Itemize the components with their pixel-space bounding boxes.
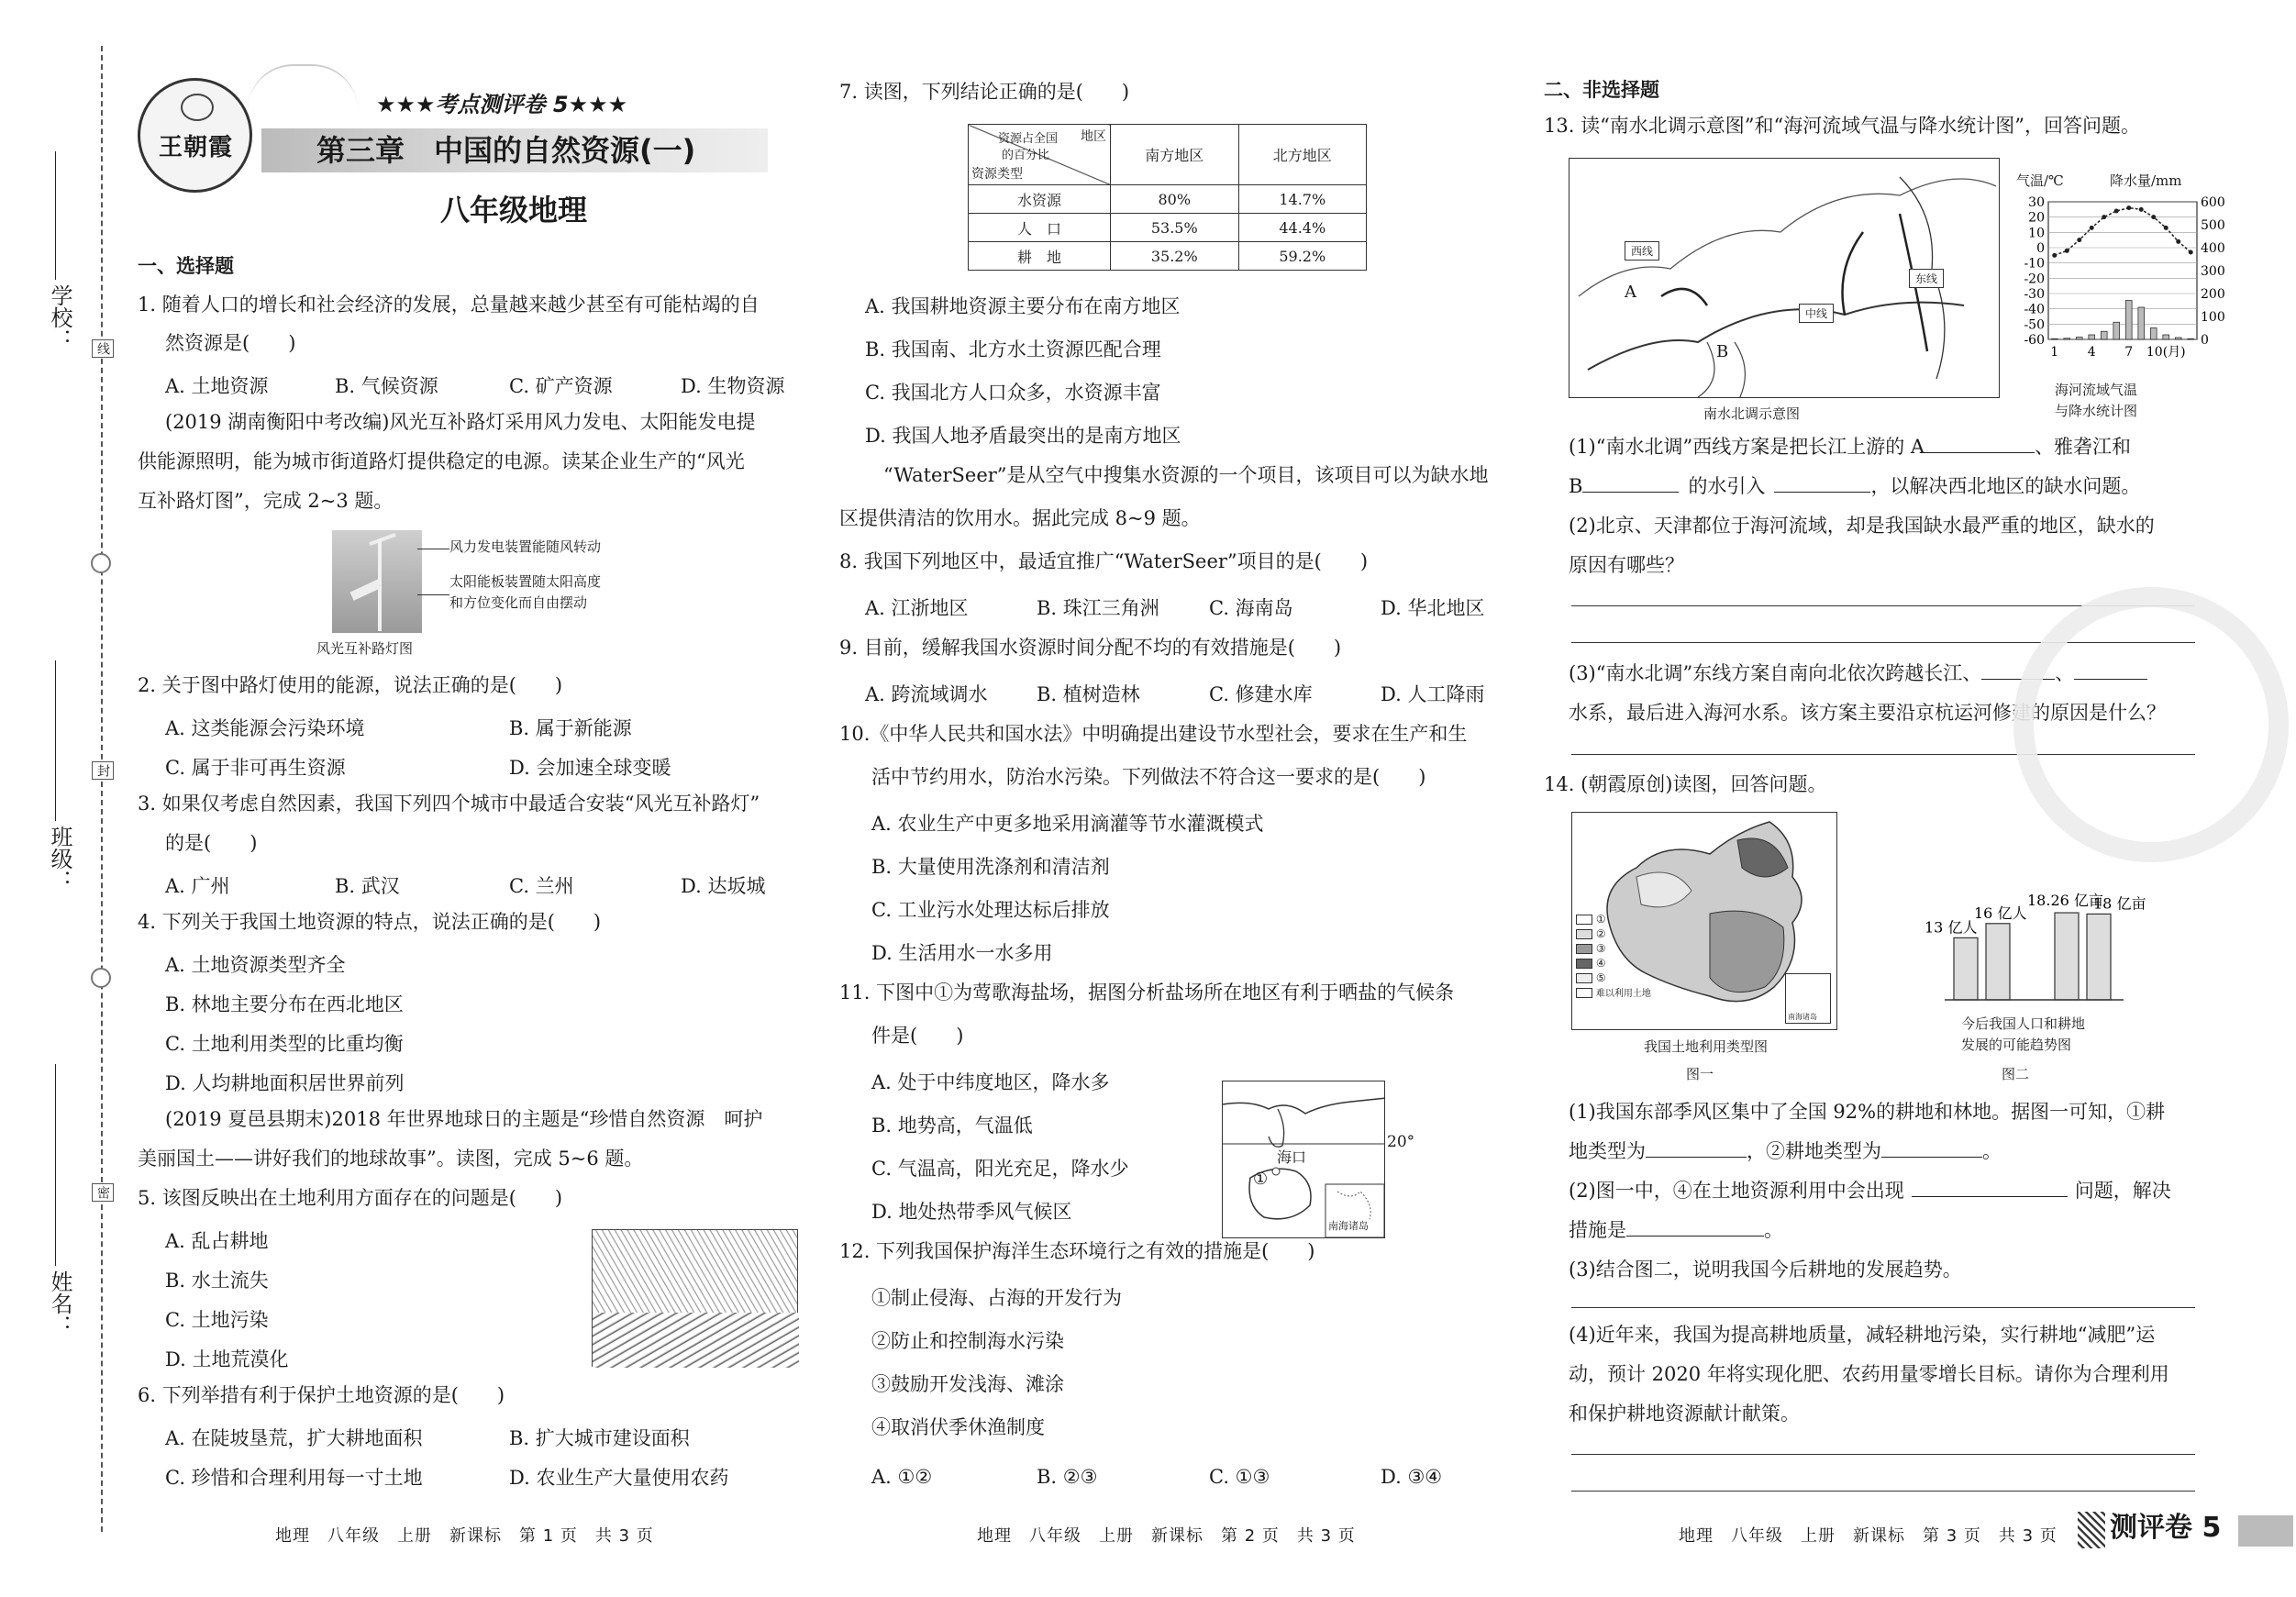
- population-farmland-bar-chart: [1917, 871, 2146, 1009]
- month-tick-label: 7: [2124, 345, 2134, 360]
- precip-bar: [2113, 322, 2120, 339]
- lamp-label-solar-2: 和方位变化而自由摆动: [449, 594, 588, 611]
- q1-option-d[interactable]: D. 生物资源: [681, 375, 785, 397]
- chapter-title: 第三章 中国的自然资源(一): [316, 133, 696, 168]
- temp-point: [2090, 226, 2094, 230]
- q2-option-d[interactable]: D. 会加速全球变暖: [509, 757, 671, 779]
- blank[interactable]: [1881, 1141, 1982, 1158]
- river-b-label: B: [1716, 342, 1729, 361]
- legend-swatch: [1576, 973, 1592, 983]
- q14-part4-line2: 动，预计 2020 年将实现化肥、农药用量零增长目标。请你为合理利用: [1569, 1363, 2169, 1385]
- blank[interactable]: [1924, 437, 2035, 453]
- legend-swatch: [1576, 959, 1592, 969]
- temp-point: [2139, 207, 2144, 212]
- text: (2)图一中，④在土地资源利用中会出现: [1569, 1180, 1904, 1202]
- land-use-map-caption: 我国土地利用类型图: [1644, 1038, 1769, 1055]
- blank[interactable]: [1626, 1220, 1764, 1237]
- q11-option-b[interactable]: B. 地势高，气温低: [871, 1115, 1033, 1137]
- precip-bar: [2138, 307, 2145, 339]
- q12-statement-3: ③鼓励开发浅海、滩涂: [871, 1373, 1064, 1395]
- badge-bar: [2238, 1515, 2293, 1547]
- section-choice-heading: 一、选择题: [138, 255, 234, 277]
- intro-5-6-line2: 美丽国土——讲好我们的地球故事”。读图，完成 5~6 题。: [138, 1148, 644, 1170]
- q12-option-c[interactable]: C. ①③: [1209, 1466, 1270, 1488]
- precip-bar: [2125, 301, 2132, 340]
- temp-tick-label: 20: [2028, 210, 2045, 226]
- bar-value-label: 16 亿人: [1974, 904, 2027, 922]
- brand-logo: [138, 78, 252, 193]
- q6-option-d[interactable]: D. 农业生产大量使用农药: [509, 1467, 729, 1489]
- q3-option-c[interactable]: C. 兰州: [509, 875, 574, 897]
- intro-8-9-line2: 区提供清洁的饮用水。据此完成 8~9 题。: [839, 507, 1201, 529]
- q10-option-d[interactable]: D. 生活用水一水多用: [871, 942, 1053, 964]
- bar: [1954, 937, 1978, 1000]
- q2-stem: 2. 关于图中路灯使用的能源，说法正确的是( ): [138, 674, 563, 696]
- q13-part2-line2: 原因有哪些？: [1569, 554, 1684, 576]
- text: 。: [1982, 1140, 2002, 1162]
- page-footer-2: 地理 八年级 上册 新课标 第 2 页 共 3 页: [977, 1526, 1356, 1546]
- temp-point: [2065, 249, 2069, 253]
- map-city-label: 海口: [1277, 1148, 1307, 1166]
- temp-point: [2077, 238, 2081, 242]
- answer-line[interactable]: [1571, 1454, 2195, 1455]
- q13-stem: 13. 读“南水北调示意图”和“海河流域气温与降水统计图”，回答问题。: [1544, 115, 2141, 137]
- intro-8-9-line1: “WaterSeer”是从空气中搜集水资源的一个项目，该项目可以为缺水地: [883, 464, 1489, 486]
- map-latitude-label: 20°: [1387, 1133, 1415, 1151]
- blank[interactable]: [1774, 476, 1870, 493]
- soil-erosion-illustration: [592, 1229, 798, 1367]
- header-resource-type: 资源类型: [971, 167, 1023, 182]
- brand-name: 王朝霞: [158, 134, 233, 161]
- legend-item-4: [1576, 956, 1651, 970]
- intro-2-3-line1: (2019 湖南衡阳中考改编)风光互补路灯采用风力发电、太阳能发电提: [165, 411, 756, 433]
- table-cell: 59.2%: [1238, 242, 1367, 271]
- month-tick-label: 1: [2050, 345, 2059, 360]
- q14-part3: (3)结合图二，说明我国今后耕地的发展趋势。: [1569, 1259, 1962, 1281]
- precip-bar: [2150, 328, 2157, 340]
- q10-option-b[interactable]: B. 大量使用洗涤剂和清洁剂: [871, 856, 1110, 878]
- temp-point: [2151, 215, 2156, 219]
- q8-option-b[interactable]: B. 珠江三角洲: [1037, 597, 1159, 619]
- q14-part1-line2: [1569, 1140, 2002, 1163]
- legend-label: ④: [1595, 957, 1606, 970]
- q9-option-c[interactable]: C. 修建水库: [1209, 683, 1313, 705]
- page-footer-3: 地理 八年级 上册 新课标 第 3 页 共 3 页: [1679, 1526, 2058, 1546]
- bar: [1986, 924, 2010, 1000]
- q4-option-b[interactable]: B. 林地主要分布在西北地区: [165, 993, 404, 1015]
- q6-option-a[interactable]: A. 在陡坡垦荒，扩大耕地面积: [165, 1427, 423, 1449]
- q12-stem: 12. 下列我国保护海洋生态环境行之有效的措施是( ): [839, 1240, 1315, 1262]
- temp-tick-label: -40: [2024, 302, 2045, 317]
- temp-tick-label: -10: [2024, 256, 2045, 272]
- text: (1)“南水北调”西线方案是把长江上游的 A: [1569, 436, 1925, 458]
- q10-stem-line2: 活中节约用水，防治水污染。下列做法不符合这一要求的是( ): [871, 766, 1426, 788]
- plot-frame: [2048, 202, 2197, 339]
- precip-tick-label: 300: [2201, 264, 2225, 279]
- legend-label: 难以利用土地: [1595, 989, 1651, 999]
- school-field[interactable]: [55, 151, 56, 280]
- temp-tick-label: -20: [2024, 272, 2045, 287]
- ribbon-decoration: [248, 64, 358, 110]
- legend-swatch: [1576, 988, 1592, 998]
- seal-mark-2: 封: [92, 761, 114, 780]
- q8-stem: 8. 我国下列地区中，最适宜推广“WaterSeer”项目的是( ): [839, 550, 1369, 572]
- q4-option-c[interactable]: C. 土地利用类型的比重均衡: [165, 1033, 404, 1055]
- legend-label: ③: [1595, 942, 1606, 955]
- month-tick-label: 4: [2087, 345, 2096, 360]
- blank[interactable]: [1646, 1141, 1747, 1158]
- lamp-caption: 风光互补路灯图: [316, 640, 414, 657]
- middle-route-label: 中线: [1799, 304, 1834, 323]
- q1-stem-line2: 然资源是( ): [165, 332, 296, 354]
- temp-point: [2102, 215, 2106, 219]
- legend-item-3: [1576, 941, 1651, 956]
- q4-option-a[interactable]: A. 土地资源类型齐全: [165, 954, 346, 976]
- name-label: 姓名：: [47, 1270, 72, 1336]
- q10-stem-line1: 10.《中华人民共和国水法》中明确提出建设节水型社会，要求在生产和生: [839, 723, 1468, 745]
- q7-stem: 7. 读图，下列结论正确的是( ): [839, 81, 1130, 103]
- q14-stem: 14. (朝霞原创)读图，回答问题。: [1544, 773, 1827, 795]
- q6-option-b[interactable]: B. 扩大城市建设面积: [509, 1427, 690, 1449]
- header-percent-1: 资源占全国: [998, 132, 1059, 146]
- q2-option-c[interactable]: C. 属于非可再生资源: [165, 757, 346, 779]
- temp-tick-label: -50: [2024, 317, 2045, 333]
- q14-part2-line2: [1569, 1219, 1783, 1242]
- seal-mark-3: 密: [92, 1183, 114, 1202]
- spiral-icon: [91, 553, 111, 573]
- q14-part1-line1: (1)我国东部季风区集中了全国 92%的耕地和林地。据图一可知，①耕: [1569, 1101, 2166, 1123]
- q5-option-a[interactable]: A. 乱占耕地: [165, 1230, 269, 1252]
- q6-stem: 6. 下列举措有利于保护土地资源的是( ): [138, 1384, 505, 1406]
- bar: [2087, 914, 2111, 1000]
- legend-label: ②: [1595, 927, 1606, 940]
- temp-point: [2164, 226, 2168, 230]
- river-a-label: A: [1625, 283, 1636, 302]
- q8-option-d[interactable]: D. 华北地区: [1381, 597, 1485, 619]
- test-badge: 测评卷 5: [2110, 1512, 2222, 1544]
- q11-stem-line1: 11. 下图中①为莺歌海盐场，据图分析盐场所在地区有利于晒盐的气候条: [839, 981, 1455, 1004]
- class-label: 班级：: [47, 826, 72, 892]
- month-tick-label: 10(月): [2146, 345, 2186, 360]
- table-cell: 14.7%: [1238, 185, 1367, 214]
- spiral-icon: [91, 968, 111, 988]
- q1-stem-line1: 1. 随着人口的增长和社会经济的发展，总量越来越少甚至有可能枯竭的自: [138, 294, 760, 316]
- inset-label: 南海诸岛: [1788, 1013, 1817, 1021]
- q13-part1-line1: [1569, 436, 2131, 459]
- text: 的水引入: [1688, 475, 1766, 497]
- water-map-caption: 南水北调示意图: [1703, 405, 1801, 422]
- crown-icon: [181, 94, 214, 121]
- answer-line[interactable]: [1571, 1491, 2195, 1492]
- figure-1-label: 图一: [1686, 1066, 1714, 1082]
- q5-stem: 5. 该图反映出在土地利用方面存在的问题是( ): [138, 1187, 563, 1209]
- text: ，②耕地类型为: [1747, 1140, 1881, 1162]
- temp-point: [2189, 250, 2193, 255]
- intro-5-6-line1: (2019 夏邑县期末)2018 年世界地球日的主题是“珍惜自然资源 呵护: [165, 1108, 763, 1130]
- east-route-label: 东线: [1909, 269, 1944, 288]
- legend-item-1: [1576, 912, 1651, 926]
- q3-option-a[interactable]: A. 广州: [165, 875, 230, 897]
- q13-part2-line1: (2)北京、天津都位于海河流域，却是我国缺水最严重的地区，缺水的: [1569, 515, 2155, 537]
- temp-tick-label: -30: [2024, 287, 2045, 302]
- legend-swatch: [1576, 944, 1592, 954]
- climate-axis-title-precip: 降水量/mm: [2110, 172, 2182, 189]
- precip-bar: [2051, 338, 2058, 339]
- header-percent-2: 的百分比: [1002, 149, 1050, 162]
- temp-tick-label: 30: [2028, 195, 2045, 210]
- wind-turbine-icon: [369, 533, 396, 546]
- precip-bar: [2089, 335, 2095, 339]
- seal-mark-1: 线: [92, 339, 114, 358]
- q9-option-d[interactable]: D. 人工降雨: [1381, 683, 1485, 705]
- answer-line[interactable]: [1571, 1307, 2195, 1308]
- table-cell: 35.2%: [1111, 242, 1239, 271]
- bar: [2055, 913, 2079, 1000]
- legend-item-6: [1576, 985, 1651, 1002]
- q5-option-c[interactable]: C. 土地污染: [165, 1309, 269, 1331]
- temp-point: [2114, 209, 2119, 214]
- climate-chart: [2013, 193, 2261, 376]
- table-header-south: 南方地区: [1111, 125, 1239, 185]
- q3-stem-line1: 3. 如果仅考虑自然因素，我国下列四个城市中最适合安装“风光互补路灯”: [138, 793, 760, 815]
- legend-label: ⑤: [1595, 971, 1606, 984]
- q9-option-b[interactable]: B. 植树造林: [1037, 683, 1140, 705]
- map-saltfield-mark: ①: [1253, 1170, 1269, 1189]
- q11-option-a[interactable]: A. 处于中纬度地区，降水多: [871, 1071, 1110, 1093]
- name-field[interactable]: [55, 1064, 56, 1266]
- legend-swatch: [1576, 929, 1592, 939]
- bar-value-label: 18.26 亿亩: [2027, 892, 2103, 910]
- q8-option-c[interactable]: C. 海南岛: [1209, 597, 1293, 619]
- table-cell: 人 口: [969, 214, 1111, 242]
- bar-chart-caption-1: 今后我国人口和耕地: [1961, 1015, 2086, 1032]
- text: (3)“南水北调”东线方案自南向北依次跨越长江、: [1569, 662, 1982, 684]
- q3-option-b[interactable]: B. 武汉: [335, 875, 400, 897]
- q9-option-a[interactable]: A. 跨流域调水: [865, 683, 988, 705]
- south-china-sea-inset: [1785, 973, 1831, 1024]
- text: 。: [1764, 1219, 1783, 1241]
- blank[interactable]: [1912, 1181, 2068, 1197]
- text: ，以解决西北地区的缺水问题。: [1870, 475, 2141, 497]
- q11-option-c[interactable]: C. 气温高，阳光充足，降水少: [871, 1158, 1129, 1180]
- map-legend: [1576, 912, 1651, 1002]
- q13-part3-line2: 水系，最后进入海河水系。该方案主要沿京杭运河修建的原因是什么？: [1569, 702, 2166, 724]
- table-cell: 44.4%: [1238, 214, 1367, 242]
- precip-bar: [2163, 335, 2169, 339]
- precip-bar: [2175, 338, 2181, 339]
- q7-resource-table: [968, 124, 1367, 271]
- blank[interactable]: [1582, 476, 1679, 493]
- climate-chart-caption-2: 与降水统计图: [2055, 403, 2138, 419]
- q2-option-b[interactable]: B. 属于新能源: [509, 717, 632, 739]
- page-footer-1: 地理 八年级 上册 新课标 第 1 页 共 3 页: [275, 1526, 654, 1546]
- q6-option-c[interactable]: C. 珍惜和合理利用每一寸土地: [165, 1467, 423, 1489]
- legend-swatch: [1576, 915, 1592, 925]
- q14-part4-line1: (4)近年来，我国为提高耕地质量，减轻耕地污染，实行耕地“减肥”运: [1569, 1324, 2156, 1346]
- q2-option-a[interactable]: A. 这类能源会污染环境: [165, 717, 365, 739]
- table-cell: 80%: [1111, 185, 1239, 214]
- q10-option-c[interactable]: C. 工业污水处理达标后排放: [871, 899, 1110, 921]
- q1-option-b[interactable]: B. 气候资源: [335, 375, 438, 397]
- q7-option-d[interactable]: D. 我国人地矛盾最突出的是南方地区: [865, 425, 1181, 447]
- temp-line: [2055, 208, 2191, 256]
- table-cell: 耕 地: [969, 242, 1111, 271]
- temp-tick-label: 10: [2028, 226, 2045, 241]
- header-region: 地区: [1081, 129, 1106, 144]
- lamp-label-wind: 风力发电装置能随风转动: [449, 538, 602, 555]
- class-field[interactable]: [55, 660, 56, 821]
- q12-option-d[interactable]: D. ③④: [1381, 1466, 1443, 1488]
- bar-value-label: 13 亿人: [1924, 918, 1978, 937]
- q1-option-c[interactable]: C. 矿产资源: [509, 375, 613, 397]
- figure-2-label: 图二: [2002, 1066, 2030, 1082]
- climate-chart-caption-1: 海河流域气温: [2055, 382, 2138, 398]
- precip-tick-label: 600: [2201, 195, 2225, 210]
- q12-statement-4: ④取消伏季休渔制度: [871, 1416, 1045, 1438]
- subject-title: 八年级地理: [440, 193, 588, 227]
- temp-point: [2126, 205, 2131, 210]
- text: 措施是: [1569, 1219, 1626, 1241]
- school-label: 学校：: [47, 284, 72, 350]
- south-north-water-map: [1569, 158, 2000, 398]
- precip-tick-label: 100: [2201, 310, 2225, 325]
- q14-part4-line3: 和保护耕地资源献计献策。: [1569, 1403, 1800, 1425]
- precip-bar: [2101, 331, 2107, 339]
- q5-option-d[interactable]: D. 土地荒漠化: [165, 1348, 289, 1370]
- q13-part1-line2: [1569, 475, 2140, 498]
- q11-stem-line2: 件是( ): [871, 1025, 964, 1047]
- legend-item-2: [1576, 926, 1651, 941]
- q12-statement-1: ①制止侵海、占海的开发行为: [871, 1287, 1122, 1309]
- q14-part2-line1: [1569, 1180, 2171, 1203]
- q1-option-a[interactable]: A. 土地资源: [165, 375, 269, 397]
- legend-item-5: [1576, 970, 1651, 985]
- bar-value-label: 18 亿亩: [2093, 894, 2146, 913]
- temp-tick-label: -60: [2024, 333, 2045, 348]
- text: 、雅砻江和: [2035, 436, 2132, 458]
- q11-option-d[interactable]: D. 地处热带季风气候区: [871, 1201, 1072, 1223]
- watermark-seal: [2013, 587, 2289, 862]
- text: 地类型为: [1569, 1140, 1646, 1162]
- q8-option-a[interactable]: A. 江浙地区: [865, 597, 969, 619]
- q7-option-c[interactable]: C. 我国北方人口众多，水资源丰富: [865, 382, 1161, 404]
- q10-option-a[interactable]: A. 农业生产中更多地采用滴灌等节水灌溉模式: [871, 813, 1264, 835]
- precip-bar: [2076, 338, 2082, 340]
- series-title: ★★★考点测评卷 5★★★: [376, 92, 628, 117]
- intro-2-3-line2: 供能源照明，能为城市街道路灯提供稳定的电源。读某企业生产的“风光: [138, 450, 745, 472]
- q12-option-a[interactable]: A. ①②: [871, 1466, 933, 1488]
- text: 问题，解决: [2074, 1180, 2171, 1202]
- temp-tick-label: 0: [2036, 241, 2045, 256]
- table-cell: 水资源: [969, 185, 1111, 214]
- q5-option-b[interactable]: B. 水土流失: [165, 1270, 269, 1292]
- text: 、: [2055, 662, 2075, 684]
- q3-option-d[interactable]: D. 达坂城: [681, 875, 766, 897]
- map-inset-label: 南海诸岛: [1328, 1220, 1369, 1232]
- q12-option-b[interactable]: B. ②③: [1037, 1466, 1098, 1488]
- text: B: [1569, 475, 1583, 497]
- precip-tick-label: 0: [2201, 333, 2209, 348]
- streetlamp-photo: [332, 530, 422, 633]
- legend-label: ①: [1595, 913, 1606, 926]
- lamp-label-solar-1: 太阳能板装置随太阳高度: [449, 573, 602, 590]
- intro-2-3-line3: 互补路灯图”，完成 2~3 题。: [138, 490, 394, 512]
- q7-option-b[interactable]: B. 我国南、北方水土资源匹配合理: [865, 338, 1161, 360]
- precip-tick-label: 400: [2201, 241, 2225, 256]
- temp-point: [2052, 253, 2057, 258]
- precip-tick-label: 200: [2201, 287, 2225, 302]
- table-corner-cell: [969, 125, 1111, 185]
- q3-stem-line2: 的是( ): [165, 832, 258, 854]
- q4-stem: 4. 下列关于我国土地资源的特点，说法正确的是( ): [138, 911, 602, 933]
- q7-option-a[interactable]: A. 我国耕地资源主要分布在南方地区: [865, 295, 1181, 317]
- precip-bar: [2188, 338, 2194, 339]
- west-route-label: 西线: [1625, 241, 1659, 261]
- q9-stem: 9. 目前，缓解我国水资源时间分配不均的有效措施是( ): [839, 637, 1342, 659]
- bar-chart-caption-2: 发展的可能趋势图: [1961, 1037, 2072, 1053]
- binding-dashed-line: [101, 46, 103, 1532]
- q4-option-d[interactable]: D. 人均耕地面积居世界前列: [165, 1072, 405, 1094]
- climate-axis-title-temp: 气温/℃: [2016, 172, 2064, 189]
- table-header-north: 北方地区: [1238, 125, 1367, 185]
- temp-point: [2176, 239, 2180, 244]
- precip-tick-label: 500: [2201, 218, 2225, 233]
- q12-statement-2: ②防止和控制海水污染: [871, 1330, 1064, 1352]
- precip-bar: [2064, 338, 2070, 339]
- table-cell: 53.5%: [1111, 214, 1239, 242]
- land-use-map: [1571, 812, 1837, 1030]
- section-nonchoice-heading: 二、非选择题: [1544, 79, 1659, 101]
- badge-stripes: [2078, 1512, 2105, 1548]
